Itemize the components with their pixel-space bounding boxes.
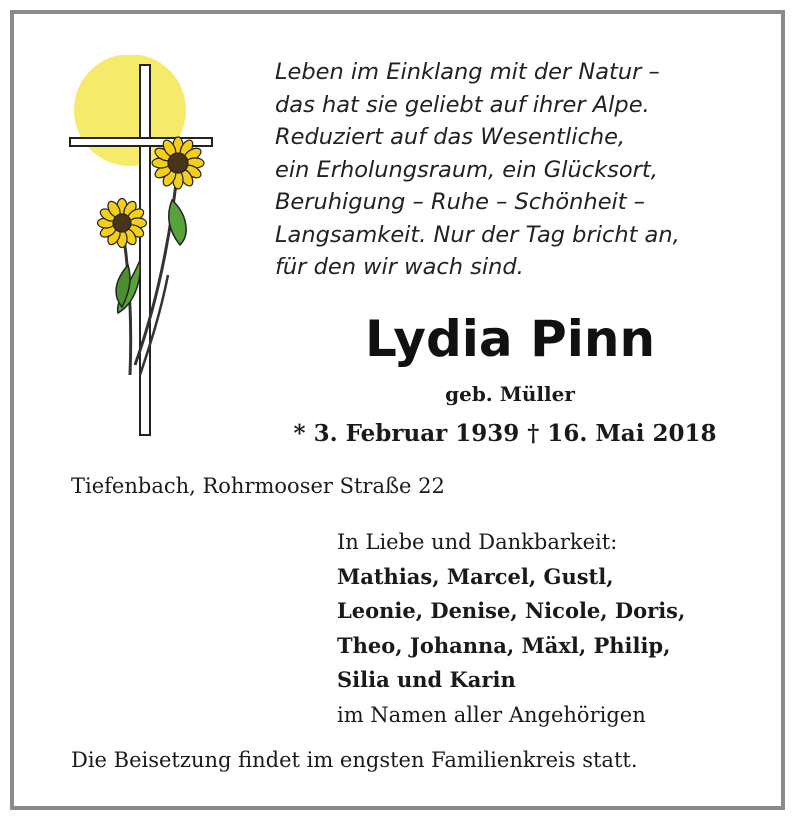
mourners-outro: im Namen aller Angehörigen: [337, 702, 646, 727]
deceased-name: Lydia Pinn: [364, 310, 656, 368]
poem-line: ein Erholungsraum, ein Glücksort,: [275, 156, 658, 183]
mourner-names-line: Leonie, Denise, Nicole, Doris,: [337, 598, 686, 623]
mourner-names-line: Mathias, Marcel, Gustl,: [337, 563, 614, 589]
cross-with-sunflowers-icon: [60, 55, 220, 445]
mourner-names-line: Silia und Karin: [337, 667, 516, 692]
address: Tiefenbach, Rohrmooser Straße 22: [71, 474, 445, 498]
mourner-names-line: Theo, Johanna, Mäxl, Philip,: [337, 632, 671, 658]
poem-line: das hat sie geliebt auf ihrer Alpe.: [275, 91, 650, 118]
life-dates: * 3. Februar 1939 † 16. Mai 2018: [293, 420, 717, 447]
poem: [275, 56, 745, 284]
mourners-intro: In Liebe und Dankbarkeit:: [337, 530, 618, 554]
funeral-note: Die Beisetzung findet im engsten Familienkreis statt.: [71, 748, 638, 772]
poem-line: Reduziert auf das Wesentliche,: [275, 124, 626, 150]
poem-line: für den wir wach sind.: [275, 254, 524, 280]
poem-line: Beruhigung – Ruhe – Schönheit –: [275, 189, 646, 215]
poem-line: Langsamkeit. Nur der Tag bricht an,: [275, 221, 680, 248]
poem-line: Leben im Einklang mit der Natur –: [275, 59, 660, 85]
born-name: geb. Müller: [445, 382, 575, 406]
mourners-block: [337, 525, 767, 732]
